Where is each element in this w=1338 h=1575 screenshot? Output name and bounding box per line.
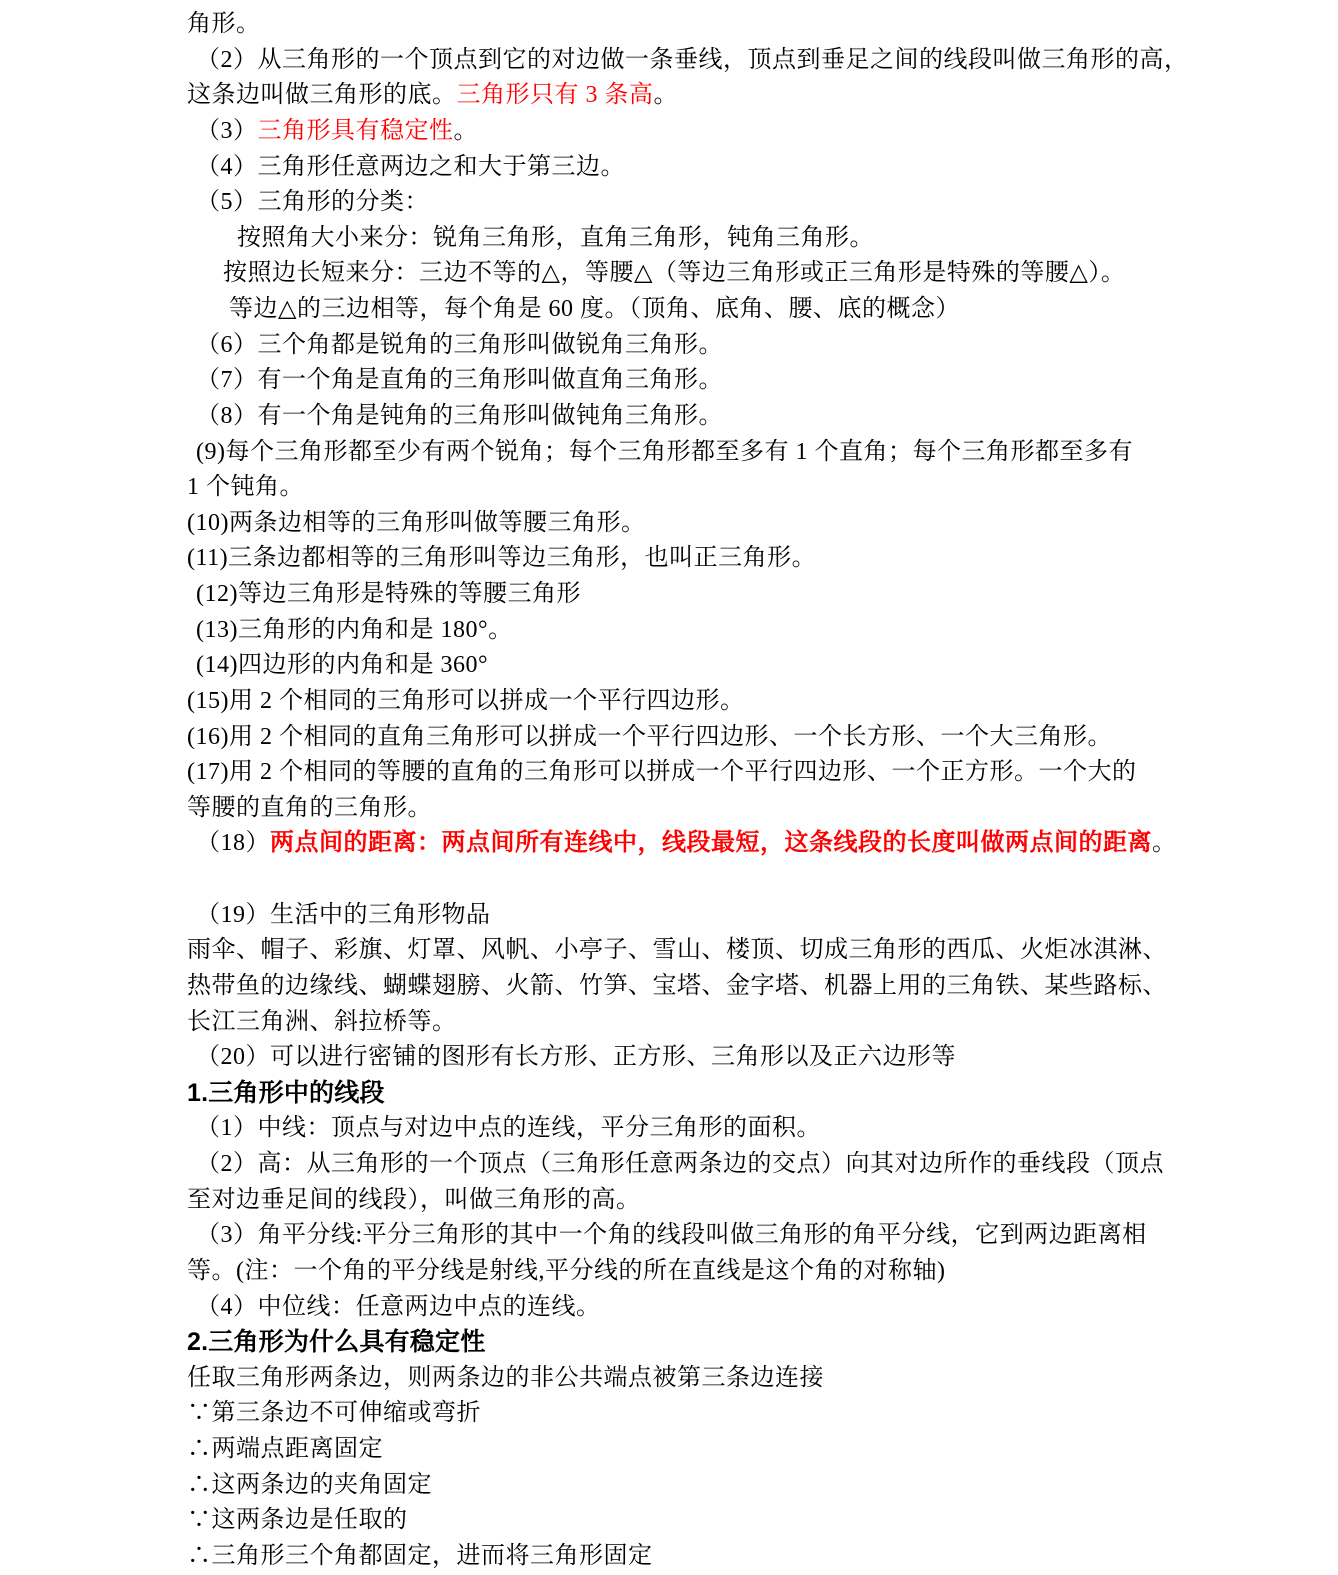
- document-body: [187, 7, 1198, 1575]
- text-line: [187, 470, 1198, 506]
- text-segment: 这条边叫做三角形的底。: [187, 82, 457, 109]
- text-segment: (15)用 2 个相同的三角形可以拼成一个平行四边形。: [187, 687, 745, 714]
- text-segment: （18）: [196, 830, 270, 857]
- text-segment: 至对边垂足间的线段），叫做三角形的高。: [187, 1186, 641, 1213]
- highlight-red-text: 两点间的距离：两点间所有连线中，线段最短，这条线段的长度叫做两点间的距离: [270, 830, 1152, 857]
- text-line: [187, 292, 1198, 328]
- text-segment: 角形。: [187, 11, 261, 37]
- text-segment: 按照边长短来分：三边不等的△，等腰△（等边三角形或正三角形是特殊的等腰△）。: [223, 260, 1126, 287]
- text-line: [187, 791, 1198, 827]
- text-line: [187, 933, 1198, 969]
- text-line: [187, 435, 1198, 471]
- text-line: [187, 150, 1198, 186]
- text-line: [187, 720, 1198, 756]
- section-heading: 2.三角形为什么具有稳定性: [187, 1328, 486, 1357]
- text-segment: (9)每个三角形都至少有两个锐角；每个三角形都至多有 1 个直角；每个三角形都至多有: [196, 438, 1133, 465]
- text-line: [187, 1503, 1198, 1539]
- text-line: [187, 399, 1198, 435]
- text-line: [187, 613, 1198, 649]
- text-line: [187, 898, 1198, 934]
- text-line: [187, 541, 1198, 577]
- highlight-red-text: 三角形具有稳定性: [257, 117, 454, 144]
- text-line: [187, 1361, 1198, 1397]
- text-segment: （2）从三角形的一个顶点到它的对边做一条垂线，顶点到垂足之间的线段叫做三角形的高，: [196, 46, 1189, 73]
- text-line: [187, 1147, 1198, 1183]
- text-line: [187, 78, 1198, 114]
- text-segment: （3）: [196, 117, 258, 144]
- text-segment: （20）可以进行密铺的图形有长方形、正方形、三角形以及正六边形等: [196, 1044, 956, 1071]
- text-line: [187, 1111, 1198, 1147]
- text-segment: 热带鱼的边缘线、蝴蝶翅膀、火箭、竹笋、宝塔、金字塔、机器上用的三角铁、某些路标、: [187, 972, 1167, 999]
- text-segment: （4）三角形任意两边之和大于第三边。: [196, 153, 625, 180]
- text-segment: 1 个钝角。: [187, 474, 304, 501]
- text-line: [187, 1183, 1198, 1219]
- text-line: [187, 1254, 1198, 1290]
- text-segment: 。: [653, 82, 678, 109]
- text-segment: （2）高：从三角形的一个顶点（三角形任意两条边的交点）向其对边所作的垂线段（顶点: [196, 1151, 1164, 1177]
- text-segment: 。: [1152, 830, 1177, 857]
- text-segment: (17)用 2 个相同的等腰的直角的三角形可以拼成一个平行四边形、一个正方形。一个大的: [187, 759, 1137, 786]
- text-line: [187, 1539, 1198, 1575]
- text-segment: （7）有一个角是直角的三角形叫做直角三角形。: [196, 367, 723, 394]
- text-segment: （4）中位线：任意两边中点的连线。: [196, 1293, 601, 1320]
- text-line: [187, 1076, 1198, 1112]
- text-segment: （3）角平分线:平分三角形的其中一个角的线段叫做三角形的角平分线，它到两边距离相: [196, 1222, 1147, 1249]
- text-segment: （19）生活中的三角形物品: [196, 901, 491, 928]
- text-segment: 等腰的直角的三角形。: [187, 794, 432, 821]
- text-segment: 等。(注：一个角的平分线是射线,平分线的所在直线是这个角的对称轴): [187, 1257, 946, 1284]
- text-line: [187, 256, 1198, 292]
- text-line: [187, 114, 1198, 150]
- text-segment: （6）三个角都是锐角的三角形叫做锐角三角形。: [196, 331, 723, 358]
- text-line: [187, 755, 1198, 791]
- text-line: [187, 1325, 1198, 1361]
- text-segment: 。: [453, 117, 478, 144]
- text-line: [187, 221, 1198, 257]
- text-segment: 长江三角洲、斜拉桥等。: [187, 1008, 457, 1035]
- text-line: [187, 648, 1198, 684]
- section-heading: 1.三角形中的线段: [187, 1078, 385, 1107]
- text-line: [187, 577, 1198, 613]
- text-line: [187, 328, 1198, 364]
- text-segment: 按照角大小来分：锐角三角形，直角三角形，钝角三角形。: [237, 224, 874, 251]
- text-segment: (16)用 2 个相同的直角三角形可以拼成一个平行四边形、一个长方形、一个大三角形。: [187, 723, 1112, 750]
- text-line: [187, 1396, 1198, 1432]
- text-segment: (12)等边三角形是特殊的等腰三角形: [196, 581, 581, 607]
- text-segment: (11)三条边都相等的三角形叫等边三角形，也叫正三角形。: [187, 545, 817, 572]
- text-line: [187, 1005, 1198, 1041]
- text-segment: （5）三角形的分类：: [196, 189, 429, 216]
- text-line: [187, 185, 1198, 221]
- text-segment: ∵这两条边是任取的: [187, 1507, 408, 1534]
- text-line: [187, 43, 1198, 79]
- blank-line: [187, 862, 1198, 898]
- text-segment: (10)两条边相等的三角形叫做等腰三角形。: [187, 509, 646, 536]
- text-line: [187, 7, 1198, 43]
- text-line: [187, 969, 1198, 1005]
- text-segment: (14)四边形的内角和是 360°: [196, 652, 489, 679]
- text-line: [187, 1290, 1198, 1326]
- text-line: [187, 363, 1198, 399]
- text-segment: ∴这两条边的夹角固定: [187, 1471, 432, 1498]
- text-segment: 雨伞、帽子、彩旗、灯罩、风帆、小亭子、雪山、楼顶、切成三角形的西瓜、火炬冰淇淋、: [187, 937, 1167, 964]
- text-line: [187, 1432, 1198, 1468]
- text-segment: 任取三角形两条边，则两条边的非公共端点被第三条边连接: [187, 1364, 824, 1391]
- text-line: [187, 506, 1198, 542]
- text-segment: ∵第三条边不可伸缩或弯折: [187, 1400, 481, 1427]
- text-line: [187, 684, 1198, 720]
- text-segment: ∴两端点距离固定: [187, 1436, 383, 1462]
- highlight-red-text: 三角形只有 3 条高: [456, 82, 654, 109]
- text-segment: (13)三角形的内角和是 180°。: [196, 616, 513, 643]
- text-segment: （8）有一个角是钝角的三角形叫做钝角三角形。: [196, 402, 723, 429]
- text-line: [187, 826, 1198, 862]
- text-line: [187, 1040, 1198, 1076]
- text-line: [187, 1218, 1198, 1254]
- text-line: [187, 1468, 1198, 1504]
- text-segment: ∴三角形三个角都固定，进而将三角形固定: [187, 1542, 653, 1569]
- text-segment: （1）中线：顶点与对边中点的连线，平分三角形的面积。: [196, 1115, 821, 1142]
- text-segment: 等边△的三边相等，每个角是 60 度。（顶角、底角、腰、底的概念）: [229, 296, 960, 322]
